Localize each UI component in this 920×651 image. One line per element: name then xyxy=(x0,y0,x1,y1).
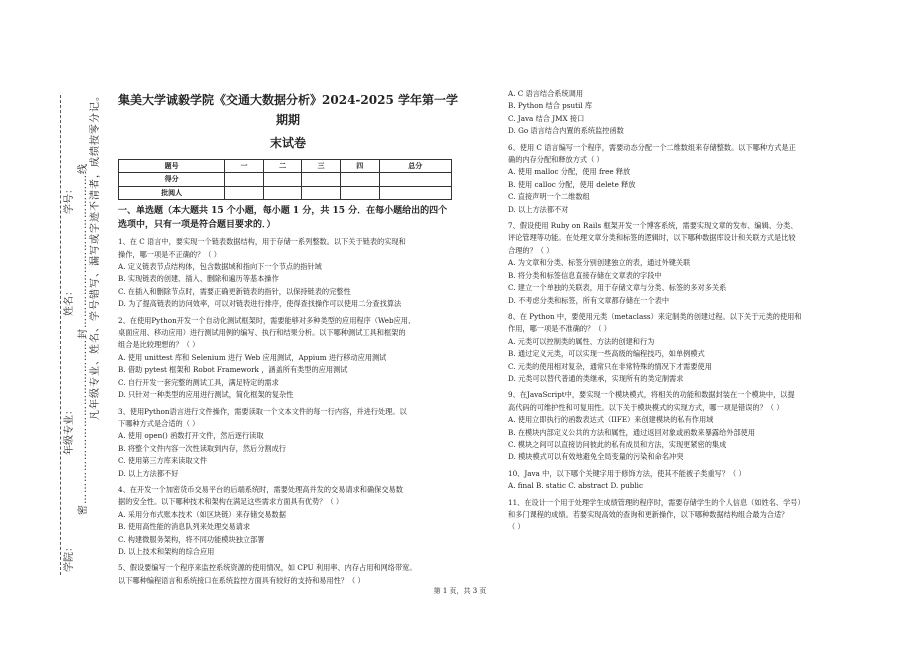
answer-option: A. 定义链表节点结构体，包含数据域和指向下一个节点的指针域 xyxy=(118,262,322,272)
answer-option: A. final B. static C. abstract D. public xyxy=(508,481,643,491)
answer-option: C. 模块之间可以直接访问彼此的私有成员和方法，实现更紧密的集成 xyxy=(508,439,727,449)
answer-option: A. 使用 open() 函数打开文件，然后逐行读取 xyxy=(118,431,264,441)
question-stem-line: 1、在 C 语言中，要实现一个链表数据结构，用于存储一系列整数。以下关于链表的实现和 xyxy=(118,237,406,247)
answer-option: A. 采用分布式账本技术（如区块链）来存储交易数据 xyxy=(118,509,286,519)
question xyxy=(118,315,458,402)
question-stem-line: 4、在开发一个加密货币交易平台的后端系统时，需要处理高并发的交易请求和确保交易数 xyxy=(118,484,403,494)
answer-option: D. 以上方法都不对 xyxy=(508,204,569,214)
question xyxy=(118,562,458,587)
score-table-cell: 总分 xyxy=(379,160,451,173)
left-column xyxy=(118,90,458,587)
question xyxy=(508,468,848,493)
answer-option: C. Java 结合 JMX 接口 xyxy=(508,113,585,123)
question-stem-line: 评论管理等功能。在处理文章分类和标签的逻辑时，以下哪种数据库设计和关联方式是比较 xyxy=(508,233,796,243)
question-stem-line: 3、使用Python语言进行文件操作，需要读取一个文本文件的每一行内容，并进行处理。以 xyxy=(118,406,407,416)
answer-option: D. 只针对一种类型的应用进行测试，简化框架的复杂性 xyxy=(118,390,294,400)
question-stem-line: 作用，哪一项是不准确的？（ ） xyxy=(508,324,611,334)
question xyxy=(508,497,848,534)
score-table-cell: 四 xyxy=(340,160,379,173)
question-stem-line: 桌面应用、移动应用）进行测试用例的编写、执行和结果分析。以下哪种测试工具和框架的 xyxy=(118,328,406,338)
score-table-cell: 得分 xyxy=(119,173,225,186)
score-table-cell[interactable] xyxy=(225,173,264,186)
name-label: 姓名： xyxy=(64,286,75,316)
question xyxy=(508,389,848,463)
score-table-cell[interactable] xyxy=(379,173,451,186)
score-table-cell: 二 xyxy=(263,160,302,173)
question-stem-line: 9、在JavaScript中，要实现一个模块模式，将相关的功能和数据封装在一个模块中，以提 xyxy=(508,390,795,400)
section-heading xyxy=(118,204,458,232)
answer-option: A. 元类可以控制类的属性、方法的创建和行为 xyxy=(508,336,655,346)
major-label: 年级专业： xyxy=(64,405,75,455)
answer-option: B. 借助 pytest 框架和 Robot Framework ，涵盖所有类型的应用测试 xyxy=(118,365,348,375)
score-table-cell[interactable] xyxy=(302,173,341,186)
answer-option: B. 将整个文件内容一次性读取到内存，然后分割成行 xyxy=(118,443,286,453)
question-stem-line: 以下哪种编程语言和系统接口在系统监控方面具有较好的支持和易用性？（ ） xyxy=(118,575,365,585)
question-stem-line: 和多门课程的成绩。若要实现高效的查询和更新操作，以下哪种数据结构组合最为合适？ xyxy=(508,510,789,519)
question-stem-line: 7、假设使用 Ruby on Rails 框架开发一个博客系统，需要实现文章的发布、编辑、分类、 xyxy=(508,221,798,231)
page-number: 第 1 页，共 3 页 xyxy=(433,587,487,595)
warning-text: 凡年级专业、姓名、学号错写、漏写或字迹不清者，成绩按零分记。 xyxy=(90,90,101,420)
score-table-cell: 三 xyxy=(302,160,341,173)
question-stem-line: 据的安全性。以下哪种技术和架构在满足这些需求方面具有优势？（ ） xyxy=(118,497,344,507)
answer-option: B. 实现链表的创建、插入、删除和遍历等基本操作 xyxy=(118,274,279,284)
question xyxy=(508,311,848,385)
student-id-label: 学号： xyxy=(64,184,75,214)
score-table xyxy=(118,159,452,200)
question-stem-line: 11、在设计一个用于处理学生成绩管理的程序时，需要存储学生的个人信息（如姓名、学号） xyxy=(508,497,805,507)
answer-option: A. 使用立即执行的函数表达式（IIFE）来创建模块的私有作用域 xyxy=(508,415,714,425)
score-table-cell[interactable] xyxy=(340,186,379,199)
question-stem-line: 合理的？（ ） xyxy=(508,245,554,255)
answer-option: D. 元类可以替代普通的类继承，实现所有的类定制需求 xyxy=(508,373,684,383)
answer-option: D. 不考虑分类和标签，所有文章都存储在一个表中 xyxy=(508,295,670,305)
score-table-cell[interactable] xyxy=(302,186,341,199)
question-stem-line: 10、Java 中，以下哪个关键字用于修饰方法，使其不能被子类重写？（ ） xyxy=(508,468,746,478)
question xyxy=(118,406,458,480)
answer-option: C. 建立一个单独的关联表，用于存储文章与分类、标签的多对多关系 xyxy=(508,283,727,293)
score-table-cell[interactable] xyxy=(263,186,302,199)
answer-option: C. 直接声明一个二维数组 xyxy=(508,192,590,202)
binding-dashed-line xyxy=(60,95,61,575)
section-heading-line: 一、单选题（本大题共 15 个小题，每小题 1 分，共 15 分．在每小题给出的四个 xyxy=(118,206,448,217)
answer-option: A. 使用 unittest 库和 Selenium 进行 Web 应用测试，Appium 进行移动应用测试 xyxy=(118,352,387,362)
seal-line-text: 密………………………………………封……………………………………线 xyxy=(78,163,89,515)
answer-option: A. 使用 malloc 分配，使用 free 释放 xyxy=(508,167,631,177)
answer-option: B. 在模块内部定义公共的方法和属性，通过返回对象或函数来暴露给外部使用 xyxy=(508,427,756,437)
answer-option: A. 为文章和分类、标签分别创建独立的表，通过外键关联 xyxy=(508,258,691,268)
score-table-cell[interactable] xyxy=(379,186,451,199)
question xyxy=(118,484,458,558)
question-stem-line: 高代码的可维护性和可复用性。以下关于模块模式的实现方式，哪一项是错误的？（ ） xyxy=(508,402,784,412)
answer-option: C. 在插入和删除节点时，需要正确更新链表的指针，以保持链表的完整性 xyxy=(118,286,351,296)
question xyxy=(508,88,848,138)
exam-title-line2: 末试卷 xyxy=(269,136,306,150)
question-stem-line: 2、在使用Python开发一个自动化测试框架时，需要能够对多种类型的应用程序（Web应用、 xyxy=(118,315,416,325)
answer-option: D. 以上方法都不好 xyxy=(118,468,179,478)
answer-option: D. 为了提高链表的访问效率，可以对链表进行排序，使得查找操作可以使用二分查找算法 xyxy=(118,299,402,309)
question-stem-line: 6、使用 C 语言编写一个程序，需要动态分配一个二维数组来存储整数。以下哪种方式是正 xyxy=(508,142,796,152)
score-table-row xyxy=(119,160,452,173)
question-stem-line: 确的内存分配和释放方式（ ） xyxy=(508,155,604,165)
score-table-cell[interactable] xyxy=(263,173,302,186)
score-table-cell[interactable] xyxy=(225,186,264,199)
answer-option: B. 通过定义元类，可以实现一些高级的编程技巧，如单例模式 xyxy=(508,349,705,359)
right-column xyxy=(508,88,848,534)
answer-option: D. 模块模式可以有效地避免全局变量的污染和命名冲突 xyxy=(508,452,684,462)
question xyxy=(508,220,848,307)
answer-option: B. 将分类和标签信息直接存储在文章表的字段中 xyxy=(508,270,662,280)
question xyxy=(508,142,848,216)
answer-option: B. Python 结合 psutil 库 xyxy=(508,101,593,111)
question-stem-line: 组合是比较理想的？（ ） xyxy=(118,340,200,350)
question-stem-line: 5、假设要编写一个程序来监控系统资源的使用情况，如 CPU 利用率、内存占用和网络带宽。 xyxy=(118,563,417,573)
answer-option: B. 使用高性能的消息队列来处理交易请求 xyxy=(118,522,251,532)
right-question-list xyxy=(508,88,848,534)
question-stem-line: （ ） xyxy=(508,522,525,532)
answer-option: D. 以上技术和架构的综合应用 xyxy=(118,546,215,556)
answer-option: C. 元类的使用相对复杂，通常只在非常特殊的情况下才需要使用 xyxy=(508,361,712,371)
score-table-cell: 题号 xyxy=(119,160,225,173)
answer-option: B. 使用 calloc 分配，使用 delete 释放 xyxy=(508,179,636,189)
question-stem-line: 下哪种方式是合适的（ ） xyxy=(118,418,200,428)
exam-title: 集美大学诚毅学院《交通大数据分析》2024-2025 学年第一学期期 xyxy=(118,93,458,127)
score-table-cell: 一 xyxy=(225,160,264,173)
answer-option: A. C 语言结合系统调用 xyxy=(508,89,584,98)
question-stem-line: 8、在 Python 中，要使用元类（metaclass）来定制类的创建过程。以下关于元类的使用和 xyxy=(508,311,802,321)
score-table-cell: 批阅人 xyxy=(119,186,225,199)
score-table-cell[interactable] xyxy=(340,173,379,186)
answer-option: D. Go 语言结合内置的系统监控函数 xyxy=(508,126,624,136)
question xyxy=(118,236,458,310)
answer-option: C. 使用第三方库来读取文件 xyxy=(118,456,207,466)
answer-option: C. 自行开发一套完整的测试工具，满足特定的需求 xyxy=(118,377,279,387)
question-stem-line: 操作，哪一项是不正确的？（ ） xyxy=(118,249,221,259)
answer-option: C. 构建微服务架构，将不同功能模块独立部署 xyxy=(118,534,265,544)
school-label: 学院： xyxy=(64,542,75,572)
score-table-row xyxy=(119,173,452,186)
left-question-list xyxy=(118,236,458,587)
section-heading-line: 选项中，只有一项是符合题目要求的．） xyxy=(118,220,276,231)
score-table-row xyxy=(119,186,452,199)
